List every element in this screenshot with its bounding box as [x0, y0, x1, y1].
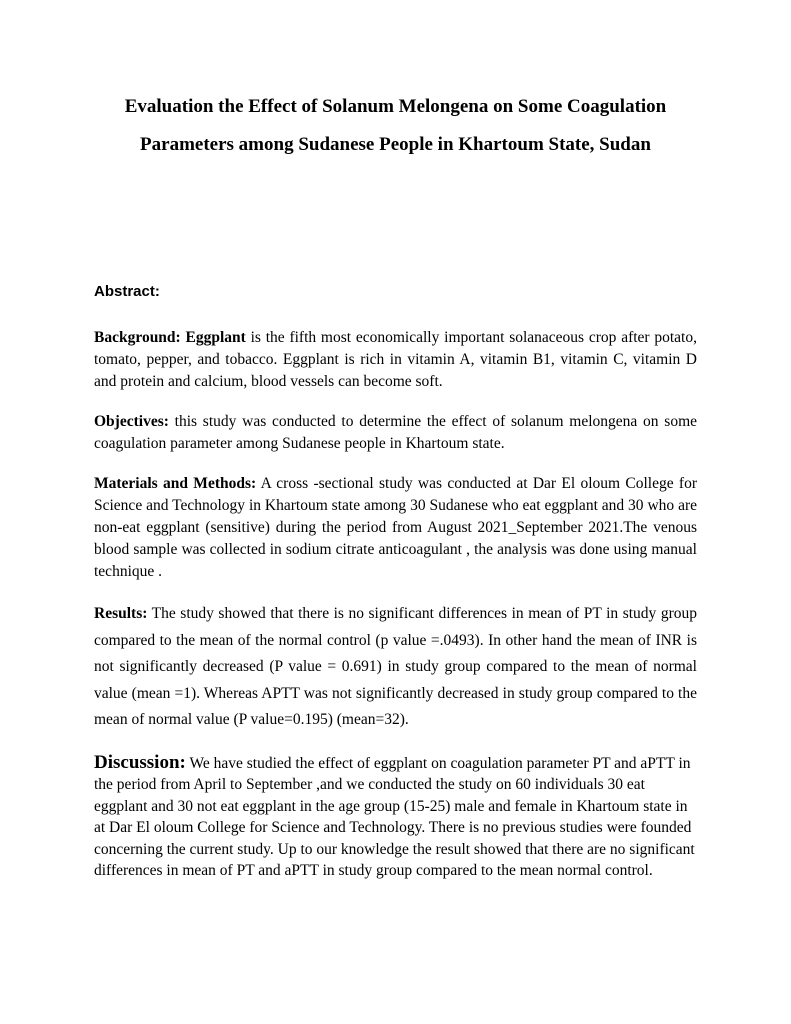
paragraph-discussion — [94, 752, 697, 882]
document-title — [94, 88, 697, 164]
document-title-line-1: Evaluation the Effect of Solanum Melongena on Some Coagulation — [124, 96, 667, 117]
results-label: Results: — [94, 605, 148, 622]
discussion-text: We have studied the effect of eggplant on coagulation parameter PT and aPTT in the period from April to September ,and we conducted the study on 60 individuals 30 eat eggplant and 30 not eat eggplant in the age group (15-25) male and female in Khartoum state in at Dar El oloum College for Science and Technology. There is no previous studies were founded concerning the current study. Up to our knowledge the result showed that there are no significant differences in mean of PT and aPTT in study group compared to the mean normal control. — [94, 754, 695, 879]
paragraph-background — [94, 327, 697, 393]
paragraph-objectives — [94, 411, 697, 455]
background-text: is the fifth most economically important solanaceous crop after potato, tomato, pepper, and tobacco. Eggplant is rich in vitamin A, vitamin B1, vitamin C, vitamin D and protein and calcium, blood vessels can become soft. — [94, 329, 697, 390]
document-title-line-2: Parameters among Sudanese People in Khartoum State, Sudan — [140, 134, 651, 155]
objectives-label: Objectives: — [94, 413, 169, 430]
abstract-heading: Abstract: — [94, 283, 160, 300]
paragraph-results — [94, 601, 697, 734]
materials-methods-label: Materials and Methods: — [94, 475, 257, 492]
results-text: The study showed that there is no significant differences in mean of PT in study group compared to the mean of the normal control (p value =.0493). In other hand the mean of INR is not significantly decreased (P value = 0.691) in study group compared to the mean of normal value (mean =1). Whereas APTT was not significantly decreased in study group compared to the mean of normal value (P value=0.195) (mean=32). — [94, 605, 697, 728]
discussion-label: Discussion: — [94, 751, 186, 773]
materials-methods-text: A cross -sectional study was conducted at Dar El oloum College for Science and Technology in Khartoum state among 30 Sudanese who eat eggplant and 30 who are non-eat eggplant (sensitive) during the period from August 2021_September 2021.The venous blood sample was collected in sodium citrate anticoagulant , the analysis was done using manual technique . — [94, 475, 697, 580]
background-label: Background: Eggplant — [94, 329, 246, 346]
objectives-text: this study was conducted to determine the effect of solanum melongena on some coagulation parameter among Sudanese people in Khartoum state. — [94, 413, 698, 452]
paragraph-materials-methods — [94, 473, 697, 583]
